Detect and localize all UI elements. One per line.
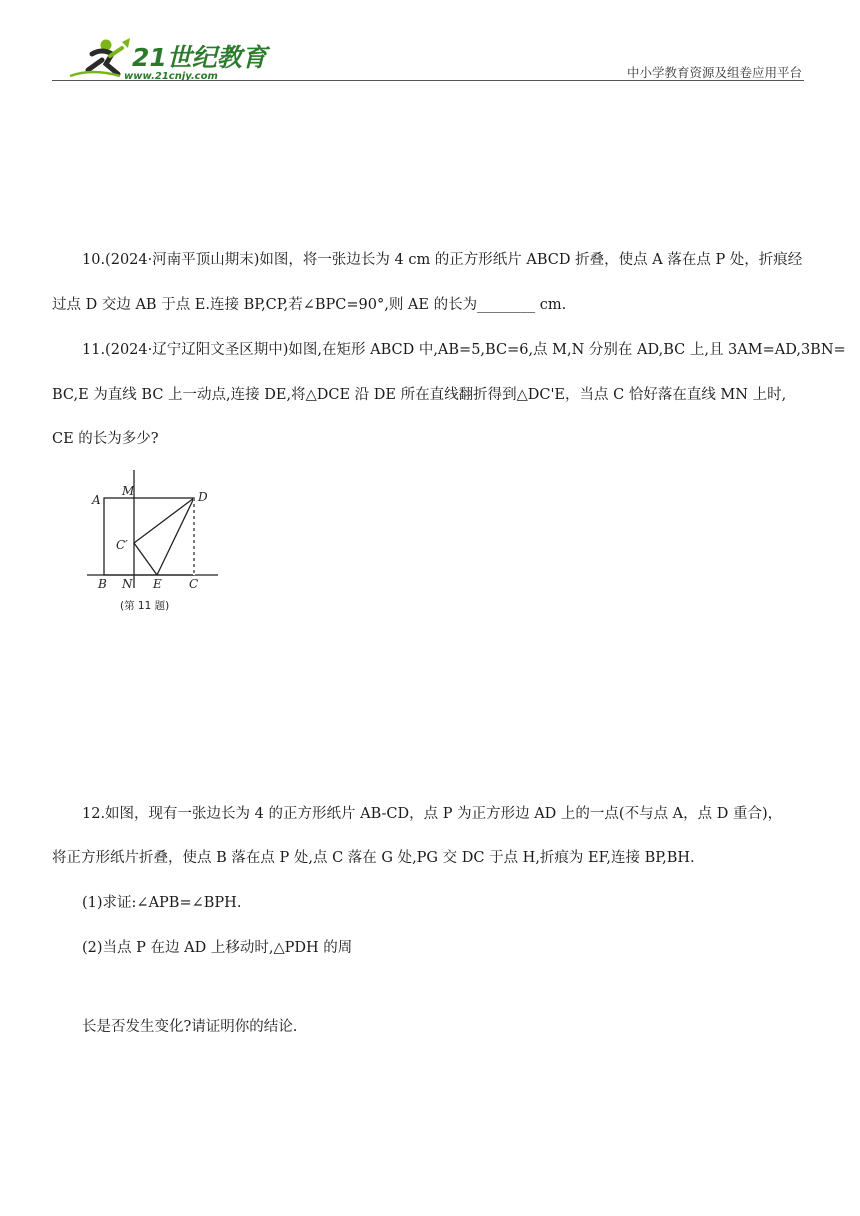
logo-brand-text: 21世纪教育 <box>132 43 267 72</box>
header-slogan: 中小学教育资源及组卷应用平台 <box>626 65 802 80</box>
figure-caption: (第 11 题) <box>120 600 170 612</box>
label-c-prime: C′ <box>116 538 128 552</box>
label-m: M <box>122 484 135 498</box>
problem-11-line-2: BC,E 为直线 BC 上一动点,连接 DE,将△DCE 沿 DE 所在直线翻折得到△DC'E，当点 C 恰好落在直线 MN 上时, <box>52 387 787 403</box>
problem-11-line-1: 11.(2024·辽宁辽阳文圣区期中)如图,在矩形 ABCD 中,AB=5,BC=6,点 M,N 分别在 AD,BC 上,且 3AM=AD,3BN= <box>82 342 846 358</box>
page-header <box>52 36 804 82</box>
label-c: C <box>189 577 199 591</box>
label-n: N <box>122 577 133 591</box>
label-a: A <box>92 493 101 507</box>
problem-11-line-3: CE 的长为多少? <box>52 431 159 447</box>
problem-10-line-1: 10.(2024·河南平顶山期末)如图，将一张边长为 4 cm 的正方形纸片 ABCD 折叠，使点 A 落在点 P 处，折痕经 <box>82 252 803 268</box>
runner-icon <box>70 38 130 76</box>
segment-de <box>157 498 194 575</box>
problem-10-line-2: 过点 D 交边 AB 于点 E.连接 BP,CP,若∠BPC=90°,则 AE 的长为________ cm. <box>52 297 567 313</box>
problem-12-line-1: 12.如图，现有一张边长为 4 的正方形纸片 AB-CD，点 P 为正方形边 AD 上的一点(不与点 A，点 D 重合)， <box>82 806 783 822</box>
label-d: D <box>198 490 208 504</box>
problem-12-part-1: (1)求证:∠APB=∠BPH. <box>82 895 242 911</box>
segment-c-prime-d <box>134 498 194 543</box>
label-b: B <box>98 577 107 591</box>
figure-problem-11 <box>82 464 232 616</box>
label-e: E <box>153 577 162 591</box>
site-logo <box>62 36 292 82</box>
segment-c-prime-e <box>134 543 157 575</box>
header-divider <box>52 80 804 81</box>
problem-12-part-2-continued: 长是否发生变化?请证明你的结论. <box>82 1019 298 1035</box>
logo-url-text: www.21cnjy.com <box>124 71 218 82</box>
problem-12-line-2: 将正方形纸片折叠，使点 B 落在点 P 处,点 C 落在 G 处,PG 交 DC 于点 H,折痕为 EF,连接 BP,BH. <box>52 850 695 866</box>
problem-12-part-2: (2)当点 P 在边 AD 上移动时,△PDH 的周 <box>82 940 353 956</box>
